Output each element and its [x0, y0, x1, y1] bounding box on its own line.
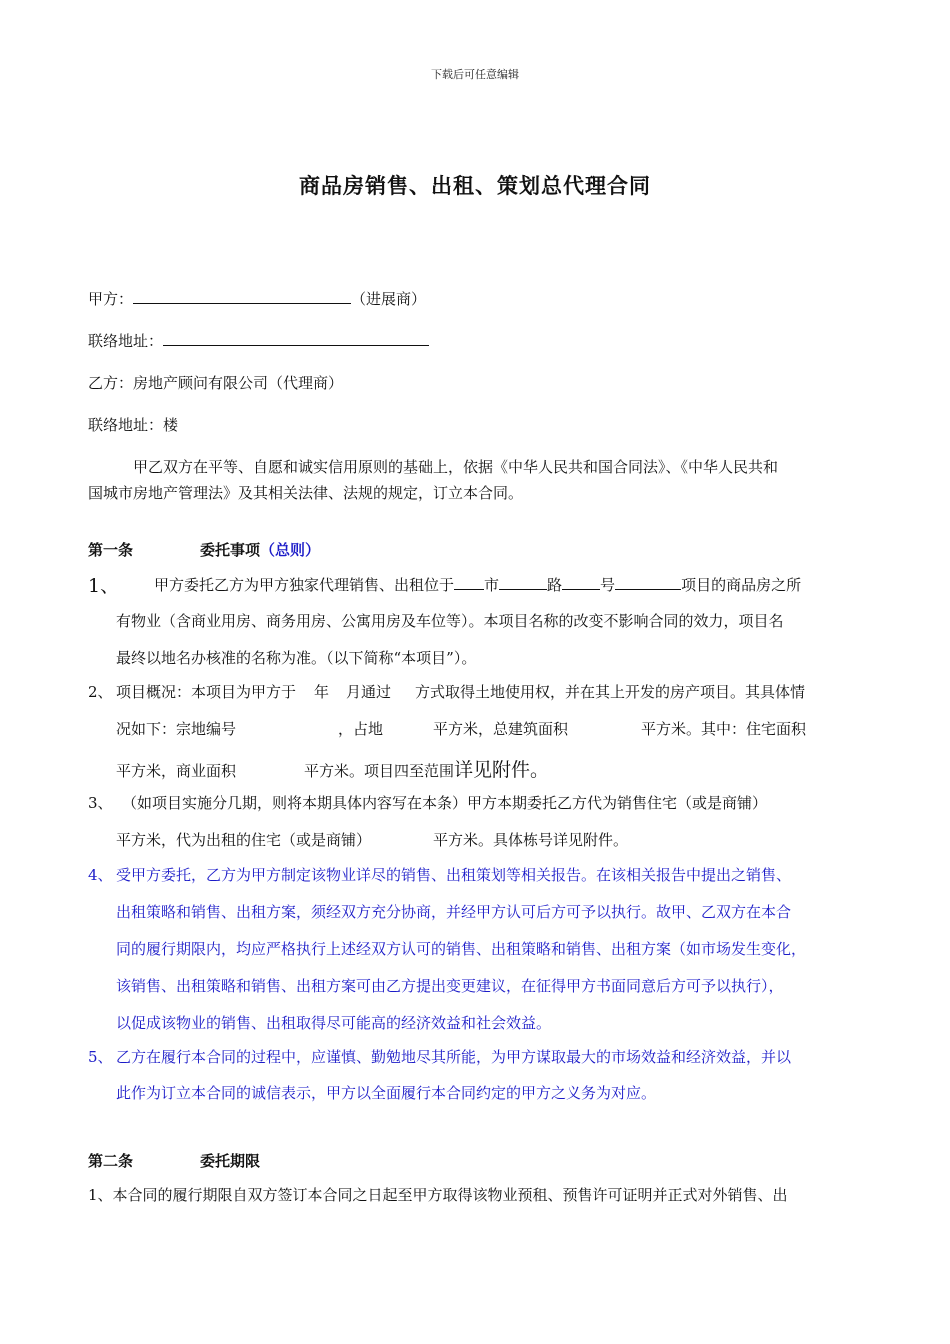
item-1-text-d: 号: [600, 576, 616, 594]
party-a-address-label: 联络地址：: [88, 332, 164, 350]
article-1-title: 委托事项: [200, 541, 261, 559]
item-2-text-g: 平方米，总建筑面积: [433, 720, 569, 738]
item-2-text-i: 平方米，商业面积: [116, 762, 237, 780]
number-blank[interactable]: [562, 575, 600, 590]
article-1-title-suffix: （总则）: [260, 541, 321, 559]
article-2-number: 第二条: [88, 1152, 134, 1170]
item-1-text-e: 项目的商品房之所: [681, 576, 802, 594]
article-1-title-group: [200, 539, 320, 560]
item-1-line-3: 最终以地名办核准的名称为准。（以下简称“本项目”）。: [116, 649, 477, 667]
item-2-text-d: 方式取得土地使用权，并在其上开发的房产项目。其具体情: [415, 683, 806, 701]
item-4-number: 4、: [88, 866, 113, 884]
article-2-item-1: 1、本合同的履行期限自双方签订本合同之日起至甲方取得该物业预租、预售许可证明并正式对外销售、出: [88, 1186, 788, 1204]
item-1-number: 1、: [88, 575, 120, 597]
item-3-line-2: [116, 829, 628, 850]
party-a-line: [88, 288, 426, 309]
item-4-line-3: 同的履行期限内，均应严格执行上述经双方认可的销售、出租策略和销售、出租方案（如市场发生变化，: [116, 940, 807, 958]
item-2-text-a: 项目概况：本项目为甲方于: [116, 683, 297, 701]
city-blank[interactable]: [454, 575, 484, 590]
item-2-text-h: 平方米。其中：住宅面积: [641, 720, 807, 738]
preamble-line-2: 国城市房地产管理法》及其相关法律、法规的规定，订立本合同。: [88, 484, 524, 502]
item-2-text-j: 平方米。项目四至范围: [304, 762, 455, 780]
item-4-line-2: 出租策略和销售、出租方案，须经双方充分协商，并经甲方认可后方可予以执行。故甲、乙双方在本合: [116, 903, 792, 921]
item-1-line-2: 有物业（含商业用房、商务用房、公寓用房及车位等）。本项目名称的改变不影响合同的效力，项目名: [116, 612, 784, 630]
item-1-text-a: 甲方委托乙方为甲方独家代理销售、出租位于: [154, 576, 455, 594]
item-3-text-b: 平方米。具体栋号详见附件。: [433, 831, 629, 849]
party-a-address-blank[interactable]: [163, 331, 429, 346]
item-4-line-5: 以促成该物业的销售、出租取得尽可能高的经济效益和社会效益。: [116, 1014, 552, 1032]
item-5-number: 5、: [88, 1048, 113, 1066]
article-1-number: 第一条: [88, 541, 134, 559]
item-1-text-c: 路: [547, 576, 563, 594]
party-b-address-line: 联络地址：楼: [88, 416, 179, 434]
item-4-line-1: 受甲方委托，乙方为甲方制定该物业详尽的销售、出租策划等相关报告。在该相关报告中提出之销售、: [116, 866, 792, 884]
item-2-text-b: 年: [314, 683, 330, 701]
article-2-title: 委托期限: [200, 1152, 261, 1170]
item-1-line-1: [154, 574, 801, 595]
item-3-number: 3、: [88, 794, 113, 812]
item-1-text-b: 市: [484, 576, 500, 594]
item-2-text-e: 况如下：宗地编号: [116, 720, 237, 738]
item-2-text-f: ，占地: [338, 720, 384, 738]
item-4-line-4: 该销售、出租策略和销售、出租方案可由乙方提出变更建议，在征得甲方书面同意后方可予以执行），: [116, 977, 784, 995]
header-note: 下载后可任意编辑: [431, 68, 519, 81]
item-5-line-1: 乙方在履行本合同的过程中，应谨慎、勤勉地尽其所能，为甲方谋取最大的市场效益和经济效益，并以: [116, 1048, 792, 1066]
project-blank[interactable]: [615, 575, 681, 590]
party-a-address-line: [88, 330, 429, 351]
item-2-line-1: [116, 681, 805, 702]
item-2-line-2: [116, 718, 806, 739]
item-2-number: 2、: [88, 683, 113, 701]
item-3-text-a: 平方米，代为出租的住宅（或是商铺）: [116, 831, 372, 849]
item-5-line-2: 此作为订立本合同的诚信表示，甲方以全面履行本合同约定的甲方之义务为对应。: [116, 1084, 657, 1102]
item-2-text-c: 月通过: [346, 683, 392, 701]
party-b-line: 乙方：房地产顾问有限公司（代理商）: [88, 374, 344, 392]
item-3-line-1: （如项目实施分几期，则将本期具体内容写在本条）甲方本期委托乙方代为销售住宅（或是商铺）: [122, 794, 768, 812]
road-blank[interactable]: [499, 575, 547, 590]
party-a-label: 甲方：: [88, 290, 134, 308]
party-a-suffix: （进展商）: [351, 290, 427, 308]
item-2-line-3: [116, 755, 549, 782]
preamble-line-1: 甲乙双方在平等、自愿和诚实信用原则的基础上，依据《中华人民共和国合同法》、《中华人民共和: [133, 458, 779, 476]
party-a-blank[interactable]: [133, 289, 351, 304]
item-2-text-k: 详见附件。: [454, 759, 550, 781]
contract-title: 商品房销售、出租、策划总代理合同: [299, 173, 651, 198]
